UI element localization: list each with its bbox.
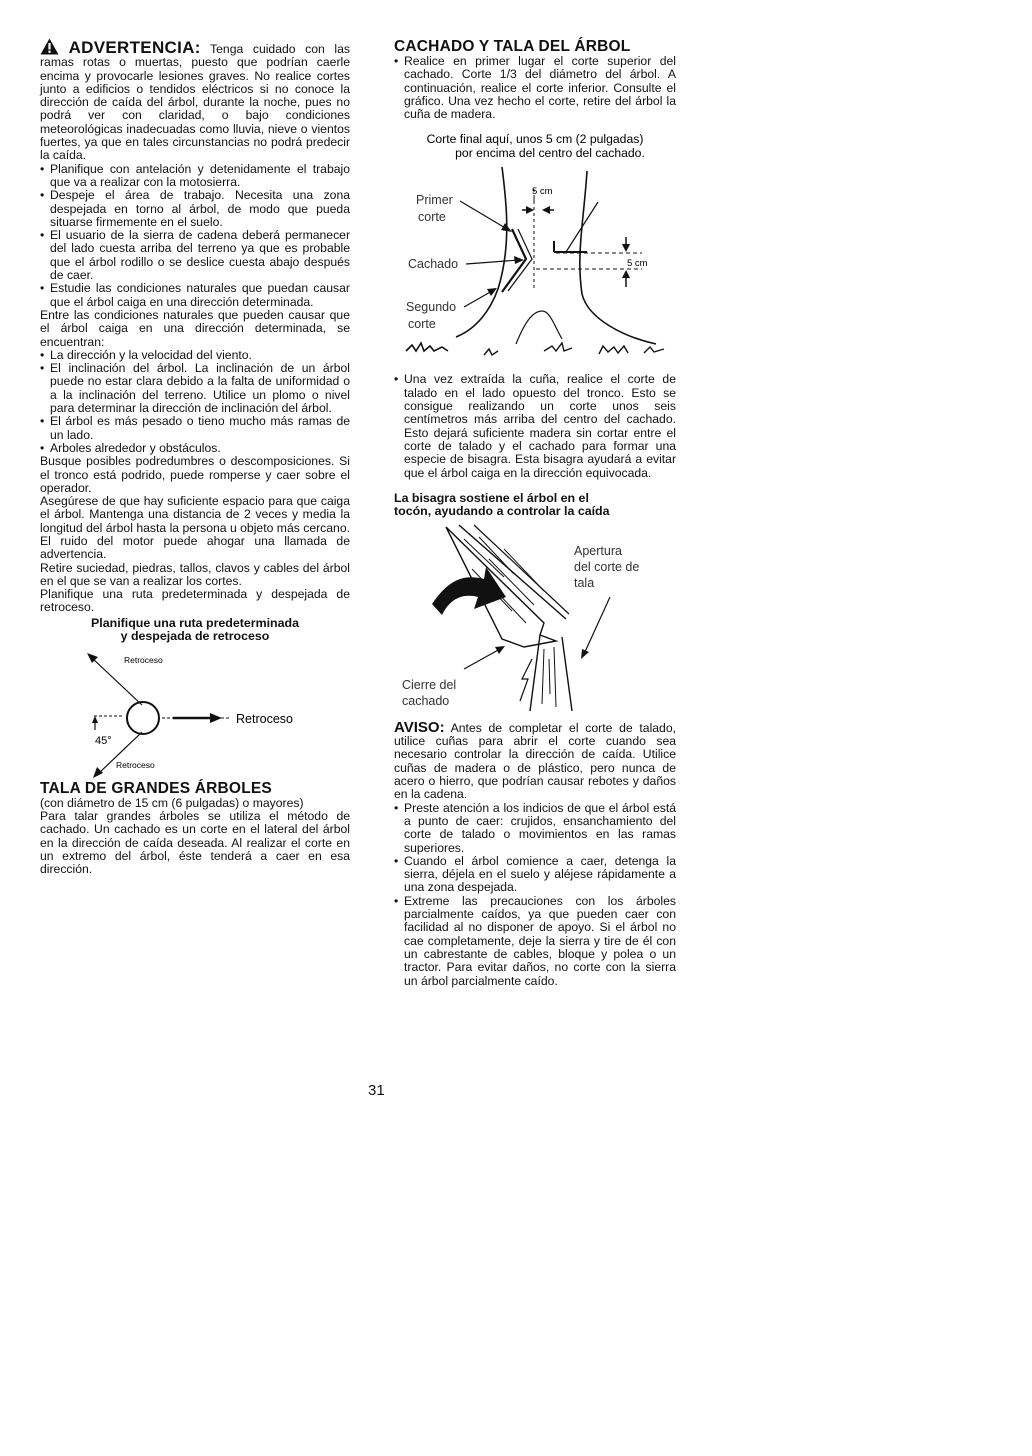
list-item: • Realice en primer lugar el corte superior del cachado. Corte 1/3 del diámetro del árbol. A continuación, realice el corte inferior. Consulte el gráfico. Una vez hecho el corte, retire del árbol la cuña de madera. — [394, 55, 676, 121]
list-item: • Arboles alrededor y obstáculos. — [40, 442, 350, 455]
cut-opening-label-3: tala — [574, 575, 595, 590]
warning-paragraph — [40, 38, 350, 163]
right-column — [394, 38, 676, 988]
warning-icon — [40, 38, 59, 55]
notice-text: Antes de completar el corte de talado, utilice cuñas para abrir el corte cuando sea necesario controlar la dirección de caída. Utilice cuñas de madera o de plástico, pero nunca de acero o hierro, que podrían causar rebotes y daños en la cadena. — [394, 720, 676, 802]
list-item: • Una vez extraída la cuña, realice el corte de talado en el lado opuesto del tronco. Esto se consigue realizando un corte unos seis centímetros más arriba del centro del cachado. Esto dejará suficiente madera sin cortar entre el corte de talado y el cachado para formar una especie de bisagra. Esta bisagra ayudará a evitar que el árbol caiga en la dirección equivocada. — [394, 373, 676, 479]
clean-paragraph: Retire suciedad, piedras, tallos, clavos y cables del árbol en el que se van a realizar los cortes. — [40, 560, 350, 588]
list-item: • El usuario de la sierra de cadena deberá permanecer del lado cuesta arriba del terreno ya que es probable que el árbol rodillo o se deslice cuesta abajo después de caer. — [40, 229, 350, 282]
retreat-label-right: Retroceso — [236, 711, 293, 726]
natural-conditions-paragraph: Entre las condiciones naturales que pueden causar que el árbol caiga en una dirección determinada, se encuentran: — [40, 307, 350, 349]
notch-caption-line-1: Corte final aquí, unos 5 cm (2 pulgadas) — [426, 132, 644, 147]
bullet-list-1 — [40, 163, 350, 309]
tree-circle — [127, 702, 159, 734]
intro-list — [394, 55, 676, 121]
cut-opening-label-2: del corte de — [574, 559, 640, 574]
notch-caption-line-2: por encima del centro del cachado. — [455, 146, 645, 161]
list-item: • Cuando el árbol comience a caer, detenga la sierra, déjela en el suelo y aléjese rápidamente a una zona despejada. — [394, 855, 676, 895]
cut-opening-label-1: Apertura — [574, 543, 622, 558]
notch-felling-heading: CACHADO Y TALA DEL ÁRBOL — [394, 38, 631, 55]
retreat-caption — [40, 617, 350, 644]
dim-right-label: 5 cm — [627, 258, 648, 270]
large-trees-subtitle: (con diámetro de 15 cm (6 pulgadas) o mayores) — [40, 795, 304, 810]
list-item: • Estudie las condiciones naturales que puedan causar que el árbol caiga en una dirección determinada. — [40, 282, 350, 309]
retreat-diagram — [40, 644, 350, 779]
warning-title: ADVERTENCIA: — [68, 38, 201, 57]
notch-label: Cachado — [408, 257, 459, 272]
second-cut-label-2: corte — [408, 317, 436, 332]
retreat-label-top: Retroceso — [124, 654, 163, 665]
notice-paragraph — [394, 718, 676, 802]
large-trees-text: Para talar grandes árboles se utiliza el método de cachado. Un cachado es un corte en el lateral del árbol en la dirección de caída deseada. Al realizar el corte en un extremo del árbol, éste tenderá a caer en esa dirección. — [40, 809, 350, 877]
list-item: • El inclinación del árbol. La inclinación de un árbol puede no estar clara debido a la falta de uniformidad o a la inclinación del terreno. Utilice un plomo o nivel para determinar la dirección de inclinación del árbol. — [40, 362, 350, 415]
list-item: • El árbol es más pesado o tieno mucho más ramas de un lado. — [40, 415, 350, 442]
first-cut-label-1: Primer — [416, 193, 453, 208]
second-cut-label-1: Segundo — [406, 300, 457, 315]
left-column — [40, 38, 350, 877]
list-item: • Despeje el área de trabajo. Necesita una zona despejada en torno al árbol, de modo que pueda situarse firmemente en el suelo. — [40, 189, 350, 229]
page-number: 31 — [368, 1082, 385, 1099]
first-cut-label-2: corte — [418, 210, 446, 225]
list-item: • Extreme las precauciones con los árboles parcialmente caídos, ya que pueden caer con facilidad al no disponer de apoyo. Si el árbol no cae completamente, deje la sierra y tire de él con un cabrestante de cables, bloque y polea o un tractor. Para evitar daños, no corte con la sierra un árbol parcialmente caído. — [394, 895, 676, 988]
dim-top-label: 5 cm — [532, 186, 553, 198]
retreat-label-bottom: Retroceso — [116, 759, 155, 770]
bullet-list-2 — [40, 349, 350, 455]
large-trees-heading: TALA DE GRANDES ÁRBOLES — [40, 779, 272, 797]
retreat-caption-line-1: Planifique una ruta predeterminada — [91, 615, 299, 630]
notch-closure-label-2: cachado — [402, 693, 450, 708]
notch-closure-label-1: Cierre del — [402, 677, 457, 692]
warning-text: con las ramas rotas o muertas, puesto que podrían caerle encima y provocarle lesiones graves. No realice cortes junto a edificios o tendidos eléctricos si no conoce la dirección de caída del árbol, durante la noche, pues no podrá ver con claridad, o bajo condiciones meteorológicas inadecuadas como lluvia, nieve o vientos fuertes, ya que en tales circunstancias no podrá predecir la caída. — [40, 42, 350, 163]
retreat-paragraph: Planifique una ruta predeterminada y despejada de retroceso. — [40, 587, 350, 615]
space-paragraph: Asegúrese de que hay suficiente espacio para que caiga el árbol. Mantenga una distancia de 2 veces y media la longitud del árbol hasta la persona u objeto más cercano. El ruido del motor puede ahogar una llamada de advertencia. — [40, 494, 350, 562]
hinge-caption — [394, 492, 676, 519]
angle-label: 45° — [95, 734, 112, 747]
hinge-caption-line-1: La bisagra sostiene el árbol en el — [394, 490, 589, 505]
notch-diagram — [394, 129, 676, 361]
hinge-diagram — [394, 519, 676, 719]
wedge-list — [394, 373, 676, 479]
final-list — [394, 802, 676, 988]
list-item: • Preste atención a los indicios de que el árbol está a punto de caer: crujidos, ensanchamiento del corte de talado o movimientos en las ramas superiores. — [394, 802, 676, 855]
hinge-caption-line-2: tocón, ayudando a controlar la caída — [394, 504, 610, 519]
list-item: • Planifique con antelación y detenidamente el trabajo que va a realizar con la motosierra. — [40, 163, 350, 190]
list-item: • La dirección y la velocidad del viento. — [40, 349, 350, 362]
rot-paragraph: Busque posibles podredumbres o descomposiciones. Si el tronco está podrido, puede romperse y caer sobre el operador. — [40, 454, 350, 495]
warning-lead: Tenga cuidado — [210, 42, 296, 56]
retreat-caption-line-2: y despejada de retroceso — [120, 629, 270, 644]
notice-title: AVISO: — [394, 718, 445, 736]
